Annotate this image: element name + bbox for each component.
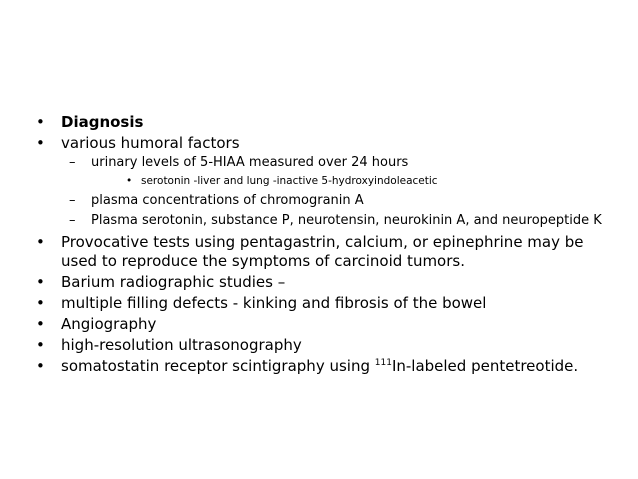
- bullet-icon: •: [36, 294, 45, 312]
- list-item-scintigraphy: [36, 357, 616, 376]
- list-item-text: Diagnosis: [61, 113, 144, 131]
- sub-item-urinary-levels: [36, 155, 616, 171]
- list-item-text: plasma concentrations of chromogranin A: [91, 193, 364, 208]
- bullet-icon: •: [36, 113, 45, 131]
- bullet-icon: •: [36, 315, 45, 333]
- isotope-superscript: 111: [374, 358, 392, 368]
- bullet-list: [36, 113, 616, 378]
- bullet-icon: •: [36, 233, 45, 251]
- list-item-humoral-factors: [36, 134, 616, 153]
- list-item-text: Angiography: [61, 315, 157, 333]
- list-item-filling-defects: [36, 294, 616, 313]
- list-item-provocative-tests: [36, 233, 616, 271]
- text-after: In-labeled pentetreotide.: [391, 357, 579, 375]
- bullet-icon: •: [126, 175, 133, 187]
- sub-item-plasma-serotonin: [36, 213, 616, 229]
- dash-icon: –: [69, 155, 76, 170]
- bullet-icon: •: [36, 336, 45, 354]
- list-item-barium-studies: [36, 273, 616, 292]
- list-item-text: serotonin -liver and lung -inactive 5-hydroxyindoleacetic: [141, 175, 438, 187]
- list-item-text: high-resolution ultrasonography: [61, 336, 302, 354]
- list-item-text: urinary levels of 5-HIAA measured over 24 hours: [91, 155, 409, 170]
- bullet-icon: •: [36, 134, 45, 152]
- bullet-icon: •: [36, 273, 45, 291]
- bullet-icon: •: [36, 357, 45, 375]
- list-item-diagnosis: [36, 113, 616, 132]
- list-item-text: Plasma serotonin, substance P, neurotensin, neurokinin A, and neuropeptide K: [91, 213, 602, 228]
- list-item-text: multiple filling defects - kinking and fibrosis of the bowel: [61, 294, 487, 312]
- dash-icon: –: [69, 193, 76, 208]
- list-item-ultrasonography: [36, 336, 616, 355]
- list-item-text: various humoral factors: [61, 134, 240, 152]
- list-item-text: Provocative tests using pentagastrin, calcium, or epinephrine may be used to reproduce the symptoms of carcinoid tumors.: [61, 233, 584, 270]
- dash-icon: –: [69, 213, 76, 228]
- sub-item-chromogranin: [36, 193, 616, 209]
- list-item-angiography: [36, 315, 616, 334]
- sub-sub-item-serotonin: [36, 175, 616, 188]
- list-item-text: [61, 357, 578, 375]
- list-item-text: Barium radiographic studies –: [61, 273, 286, 291]
- text-before: somatostatin receptor scintigraphy using: [61, 357, 375, 375]
